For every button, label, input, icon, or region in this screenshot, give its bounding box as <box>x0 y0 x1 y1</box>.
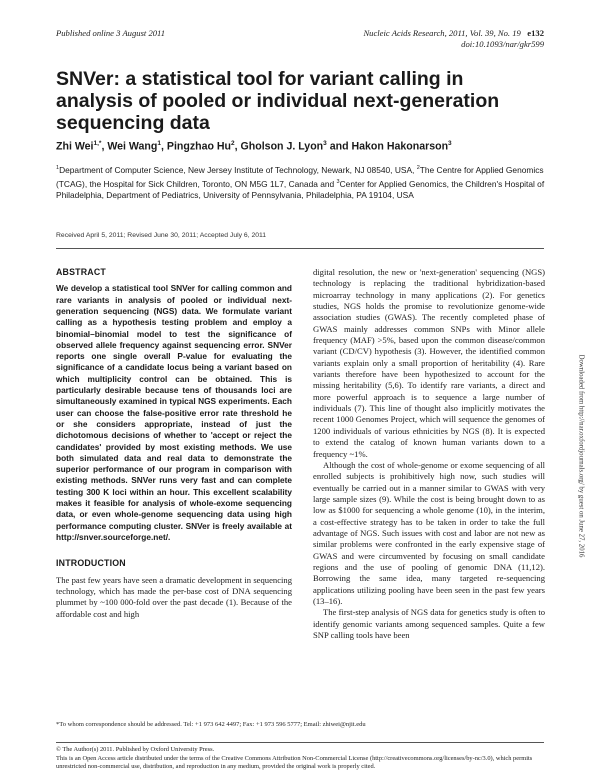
author-name: Hakon Hakonarson <box>351 140 449 153</box>
correspondence-footnote: *To whom correspondence should be addressed. Tel: +1 973 642 4497; Fax: +1 973 596 5777; Email: zhiwei@njit.edu <box>56 721 366 728</box>
left-column <box>56 267 292 620</box>
author-name: Wei Wang <box>107 140 158 153</box>
author-affiliation-mark: 1,* <box>93 140 102 147</box>
introduction-paragraph: The past few years have seen a dramatic development in sequencing technology, which has made the per-base cost of DNA sequencing plummet by ~100 000-fold over the past decade (1). Because of the affordable cost and high <box>56 574 292 619</box>
introduction-heading: INTRODUCTION <box>56 558 126 569</box>
author-affiliation-mark: 3 <box>448 140 452 147</box>
copyright-line: © The Author(s) 2011. Published by Oxford University Press. <box>56 746 215 753</box>
author-affiliation-mark: 2 <box>231 140 235 147</box>
divider-bottom <box>56 742 544 743</box>
paper-title: SNVer: a statistical tool for variant calling in analysis of pooled or individual next-generation sequencing data <box>56 68 500 134</box>
body-paragraph-3: The first-step analysis of NGS data for genetics study is often to identify genomic variants among sequenced samples. Quite a few SNP calling tools have been <box>313 607 545 640</box>
received-dates: Received April 5, 2011; Revised June 30, 2011; Accepted July 6, 2011 <box>56 232 267 239</box>
author-affiliation-mark: 1 <box>157 140 161 147</box>
body-paragraph-2: Although the cost of whole-genome or exome sequencing of all enrolled subjects is prohibitively high now, such studies will eventually be carried out in a manner similar to GWAS with very large sample sizes (9). While the cost is being brought down to as low as $1000 for sequencing a whole genome (10), in the interim, a cost-effective strategy has to be taken in order to take the full advantage of NGS. Such issues with cost and labor are not new as similar problems were confronted in the early expensive stage of GWAS and were circumvented by focusing on small candidate regions and the use of pooling of genomic DNA (11,12). Borrowing the same idea, many targeted re-sequencing applications utilizing pooling have been seen in the past few years (13–16). <box>313 459 545 606</box>
author-name: Gholson J. Lyon <box>240 140 324 153</box>
doi[interactable]: doi:10.1093/nar/gkr599 <box>461 39 544 49</box>
affiliation-mark: 3 <box>336 178 340 185</box>
affiliation-3: Center for Applied Genomics, the Children's Hospital of Philadelphia, Department of Pediatrics, University of Pennsylvania, Philadelphia, PA 19104, USA <box>56 178 545 201</box>
right-column <box>313 267 545 641</box>
license-statement: This is an Open Access article distributed under the terms of the Creative Commons Attribution Non-Commercial License (http://creativecommons.org/licenses/by-nc/3.0), which permits unrestricted non-commercial use, distribution, and reproduction in any medium, provided the original work is properly cited. <box>56 754 533 771</box>
author-affiliation-mark: 3 <box>323 140 327 147</box>
copyright-notice <box>56 746 546 772</box>
abstract-text: We develop a statistical tool SNVer for calling common and rare variants in analysis of pooled or individual next-generation sequencing (NGS) data. We formulate variant calling as a hypothesis testing problem and employ a binomial–binomial model to test the significance of observed allele frequency against sequencing error. SNVer reports one single overall P-value for evaluating the significance of a candidate locus being a variant based on which multiplicity control can be obtained. This is particularly desirable because tens of thousands loci are simultaneously examined in typical NGS experiments. Each user can choose the false-positive error rate threshold he or she considers appropriate, instead of just the dichotomous decisions of whether to 'accept or reject the candidates' provided by most existing methods. We use both simulated data and real data to demonstrate the superior performance of our program in comparison with existing methods. SNVer runs very fast and can complete testing 300 K loci within an hour. This excellent scalability makes it feasible for analysis of whole-exome sequencing data, or even whole-genome sequencing data using high performance computing cluster. SNVer is freely available at http://snver.sourceforge.net/. <box>56 283 292 542</box>
abstract-heading: ABSTRACT <box>56 267 106 277</box>
author-list: Zhi Wei$^{1,*}$, Wei Wang$^1$, Pingzhao Hu$^2$, Gholson J. Lyon$^3$ and Hakon Hakonarson$^3$ <box>56 140 452 153</box>
journal-citation: Nucleic Acids Research, 2011, Vol. 39, No. 19 <box>363 28 521 38</box>
author-name: Zhi Wei <box>56 140 94 153</box>
introduction-section <box>56 558 292 620</box>
affiliation-mark: 2 <box>416 165 420 171</box>
affiliation-mark: 1 <box>56 165 60 171</box>
journal-header <box>214 28 544 50</box>
article-id: e132 <box>527 28 544 38</box>
affiliation-2: The Centre for Applied Genomics (TCAG), the Hospital for Sick Children, Toronto, ON M5G 1L7, Canada and <box>56 164 544 189</box>
published-date: Published online 3 August 2011 <box>56 28 166 38</box>
affiliations <box>56 163 548 202</box>
author-name: Pingzhao Hu <box>166 140 232 153</box>
body-paragraph-1: digital resolution, the new or 'next-generation' sequencing (NGS) technology is replacing the traditional hybridization-based microarray technology in many applications (2). For genetics studies, NGS holds the promise to revolutionize genome-wide association studies (GWAS). The recently completed phase of GWAS mainly addresses common SNPs with Minor allele frequency (MAF) >5%, based upon the common disease/common variant (CD/CV) hypothesis (3). However, the identified common variants explain only a small proportion of heritability (4). Rare variants therefore have been hypothesized to account for the missing heritability (5,6). To identify rare variants, a direct and more powerful approach is to sequence a large number of individuals (7). This line of thought also implicitly motivates the recent 1000 Genomes Project, which will sequence the genomes of 1200 individuals of various ethnicities by NGS (8). It is expected to extend the catalog of known human variants down to a frequency ~1%. <box>313 267 545 459</box>
download-watermark <box>576 276 586 636</box>
divider-top <box>56 248 544 249</box>
download-note-text: Downloaded from http://nar.oxfordjournals.org/ by guest on June 27, 2016 <box>577 354 585 558</box>
affiliation-1: Department of Computer Science, New Jersey Institute of Technology, Newark, NJ 08540, USA, <box>59 164 417 175</box>
